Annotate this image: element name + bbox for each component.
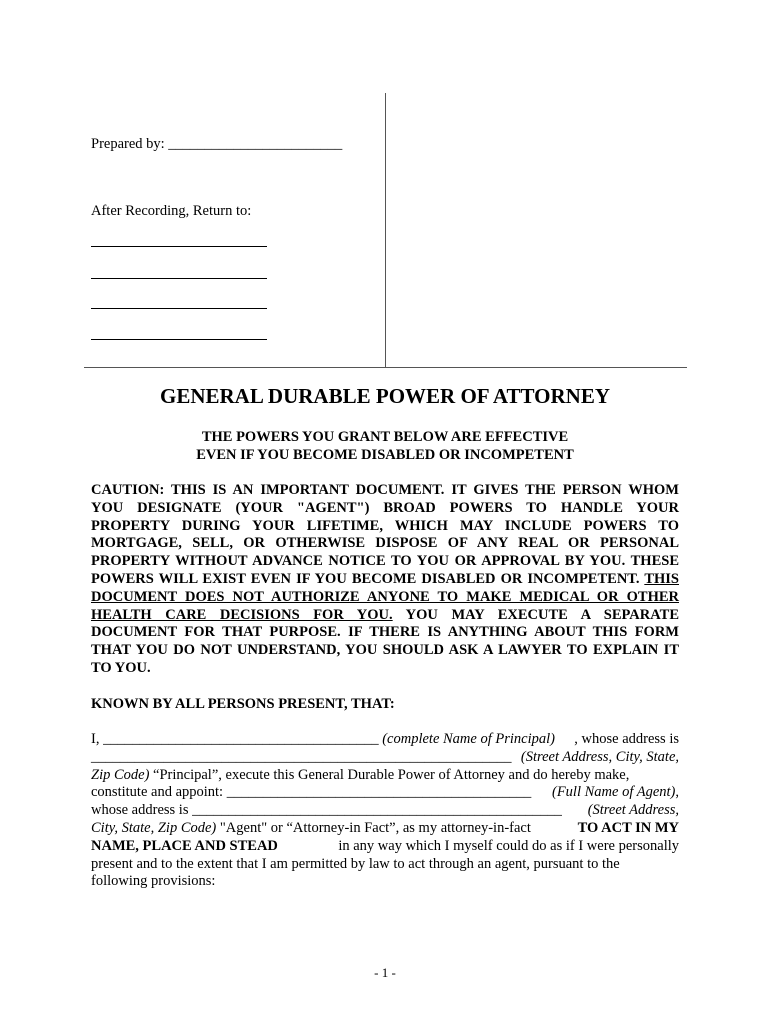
- body-line-1: [91, 731, 679, 749]
- prepared-by-field: Prepared by: ________________________: [91, 136, 343, 152]
- principal-name-hint: (complete Name of Principal): [382, 731, 555, 747]
- header-divider-vertical: [385, 93, 386, 367]
- return-address-line-3: [91, 308, 267, 309]
- caution-paragraph: [91, 482, 679, 678]
- known-heading: KNOWN BY ALL PERSONS PRESENT, THAT:: [91, 696, 395, 712]
- agent-role-text: "Agent" or “Attorney-in Fact”, as my attorney-in-fact: [216, 819, 531, 836]
- agent-zip-hint: City, State, Zip Code): [91, 819, 217, 836]
- body-line-6: [91, 820, 679, 838]
- comma: ,: [675, 784, 679, 801]
- name-place-stead-text: NAME, PLACE AND STEAD: [91, 837, 278, 854]
- subtitle-line-1: THE POWERS YOU GRANT BELOW ARE EFFECTIVE: [201, 429, 569, 445]
- principal-name-blank: I, ______________________________________: [91, 731, 383, 747]
- return-address-line-4: [91, 339, 267, 340]
- caution-text-2: YOU MAY EXECUTE A SEPARATE DOCUMENT FOR THAT PURPOSE. IF THERE IS ANYTHING ABOUT THIS FORM THAT YOU DO NOT UNDERSTAND, YOU SHOULD ASK A LAWYER TO EXPLAIN IT TO YOU.: [91, 606, 679, 676]
- body-line-5: [91, 802, 679, 820]
- document-subtitle: [0, 428, 770, 464]
- agent-address-blank: whose address is ___________________________________________________: [91, 802, 562, 819]
- principal-address-hint: (Street Address, City, State,: [520, 748, 679, 765]
- caution-text-1: CAUTION: THIS IS AN IMPORTANT DOCUMENT. IT GIVES THE PERSON WHOM YOU DESIGNATE (YOUR "AGENT") BROAD POWERS TO HANDLE YOUR PROPERTY DURING YOUR LIFETIME, WHICH MAY INCLUDE POWERS TO MORTGAGE, SELL, OR OTHERWISE DISPOSE OF ANY REAL OR PERSONAL PROPERTY WITHOUT ADVANCE NOTICE TO YOU OR APPROVAL BY YOU. THESE POWERS WILL EXIST EVEN IF YOU BECOME DISABLED OR INCOMPETENT.: [91, 482, 679, 587]
- caution-underlined-text: THIS DOCUMENT DOES NOT AUTHORIZE ANYONE TO MAKE MEDICAL OR OTHER HEALTH CARE DECISIONS FOR YOU.: [91, 570, 679, 623]
- body-line-2: [91, 749, 679, 767]
- agent-name-blank: constitute and appoint: __________________________________________: [91, 784, 532, 801]
- principal-execute-text: “Principal”, execute this General Durable Power of Attorney and do hereby make,: [149, 766, 630, 783]
- body-line-4: [91, 784, 679, 802]
- page-number: - 1 -: [374, 965, 396, 980]
- after-recording-label: After Recording, Return to:: [91, 203, 252, 219]
- document-title: GENERAL DURABLE POWER OF ATTORNEY: [159, 384, 610, 408]
- return-address-line-2: [91, 278, 267, 279]
- personal-act-text: in any way which I myself could do as if I were personally: [338, 837, 679, 854]
- zip-code-hint: Zip Code): [91, 766, 150, 783]
- principal-paragraph: [91, 731, 679, 891]
- body-line-3: [91, 767, 679, 785]
- to-act-text: TO ACT IN MY: [577, 819, 679, 836]
- header-divider-horizontal: [84, 367, 687, 368]
- agent-address-hint: (Street Address,: [587, 802, 679, 819]
- body-line-9: following provisions:: [91, 873, 216, 890]
- agent-name-hint: (Full Name of Agent): [552, 784, 676, 801]
- principal-address-blank: __________________________________________________________: [91, 748, 512, 765]
- body-line-8: present and to the extent that I am permitted by law to act through an agent, pursuant to the: [91, 855, 620, 872]
- return-address-line-1: [91, 246, 267, 247]
- body-line-7: [91, 838, 679, 856]
- subtitle-line-2: EVEN IF YOU BECOME DISABLED OR INCOMPETENT: [196, 447, 574, 463]
- address-label: , whose address is: [574, 731, 679, 747]
